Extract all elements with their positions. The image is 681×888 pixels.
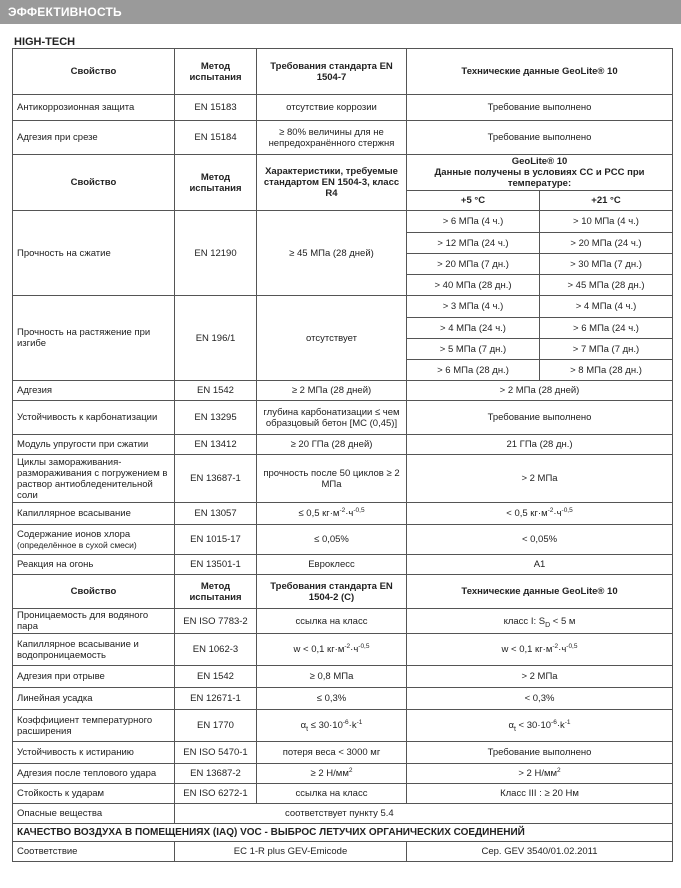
table-row: Циклы замораживания-размораживания с погружением в раствор антиобледенительной соли EN 13687-1 прочность после 50 циклов ≥ 2 МПа > 2 МПа	[13, 455, 673, 503]
header-row	[13, 49, 673, 95]
table-row: Адгезия при отрыве EN 1542 ≥ 0,8 МПа > 2 МПа	[13, 666, 673, 688]
table-row: Капиллярное всасывание и водопроницаемость EN 1062-3 w < 0,1 $кг\cdot м^{-2}\cdot ч^{-0,5}$ w < 0,1 $кг\cdot м^{-2}\cdot ч^{-0,5}$	[13, 634, 673, 666]
table-row: Прочность на сжатие EN 12190 ≥ 45 МПа (28 дней) > 6 МПа (4 ч.) > 10 МПа (4 ч.)	[13, 211, 673, 233]
table-row: Антикоррозионная защита EN 15183 отсутствие коррозии Требование выполнено	[13, 95, 673, 121]
table-row: Стойкость к ударам EN ISO 6272-1 ссылка на класс Класс III : ≥ 20 Нм	[13, 784, 673, 804]
table-row: Адгезия EN 1542 ≥ 2 МПа (28 дней) > 2 МПа (28 дней)	[13, 381, 673, 401]
table-row: Устойчивость к истиранию EN ISO 5470-1 потеря веса < 3000 мг Требование выполнено	[13, 742, 673, 764]
table-row: Устойчивость к карбонатизации EN 13295 глубина карбонатизации ≤ чем образцовый бетон [MC (0,45)] Требование выполнено	[13, 401, 673, 435]
table-row: Адгезия при срезе EN 15184 ≥ 80% величины для не непредохранённого стержня Требование выполнено	[13, 121, 673, 155]
table-row: Содержание ионов хлора (определённое в сухой смеси) EN 1015-17 ≤ 0,05% < 0,05%	[13, 525, 673, 555]
voc-row: Соответствие EC 1-R plus GEV-Emicode Сер. GEV 3540/01.02.2011	[13, 842, 673, 862]
table-row: Опасные вещества соответствует пункту 5.4	[13, 804, 673, 824]
section-title: HIGH-TECH	[14, 36, 76, 48]
header-property: Свойство	[13, 49, 175, 95]
table-row: Линейная усадка EN 12671-1 ≤ 0,3% < 0,3%	[13, 688, 673, 710]
header-row: Свойство Метод испытания Характеристики, требуемые стандартом EN 1504-3, класс R4 GeoLite® 10 Данные получены в условиях СС и PCC при температуре:	[13, 155, 673, 191]
header-temp-5: +5 °C	[407, 191, 540, 211]
table-row: Капиллярное всасывание EN 13057 ≤ 0,5 $кг\cdot м^{-2}\cdot ч^{-0,5}$ < 0,5 $кг\cdot м^{-2}\cdot ч^{-0,5}$	[13, 503, 673, 525]
header-temp-21: +21 °C	[540, 191, 673, 211]
header-requirement: Требования стандарта EN 1504-7	[257, 49, 407, 95]
voc-title-row: КАЧЕСТВО ВОЗДУХА В ПОМЕЩЕНИЯХ (IAQ) VOC - ВЫБРОС ЛЕТУЧИХ ОРГАНИЧЕСКИХ СОЕДИНЕНИЙ	[13, 824, 673, 842]
header-method: Метод испытания	[175, 49, 257, 95]
section-banner: ЭФФЕКТИВНОСТЬ	[0, 0, 681, 24]
header-techdata: Технические данные GeoLite® 10	[407, 49, 673, 95]
table-row: Реакция на огонь EN 13501-1 Евроклесс A1	[13, 555, 673, 575]
performance-table: Свойство Метод испытания Требования стандарта EN 1504-7 Технические данные GeoLite® 10 Антикоррозионная защита EN 15183 отсутствие коррозии Требование выполнено Адгезия при срезе EN 15184 ≥ 80% величины для не непредохранённого стержня Требование выполнено Свойство Метод испытания Характеристики, требуемые стандартом EN 1504-3, класс R4 GeoLite® 10 Данные получены в условиях СС и PCC при температуре: +5 °C +21 °C Прочность на сжатие EN 12190 ≥ 45 МПа (28 дней) > 6 МПа (4 ч.) > 10 МПа (4 ч.) > 12 МПа (24 ч.) > 20 МПа (24 ч.) > 20 МПа (7 дн.) > 30 МПа (7 дн.) > 40 МПа (28 дн.) > 45 МПа (28 дн.) Прочность на растяжение при изгибе EN 196/1 отсутствует > 3 МПа (4 ч.) > 4 МПа (4 ч.) > 4 МПа (24 ч.) > 6 МПа (24 ч.) > 5 МПа (7 дн.) > 7 МПа (7 дн.) > 6 МПа (28 дн.) > 8 МПа (28 дн.) Адгезия EN 1542 ≥ 2 МПа (28 дней) > 2 МПа (28 дней) Устойчивость к карбонатизации EN 13295 глубина карбонатизации ≤ чем образцовый бетон [MC (0,45)] Требование выполнено Модуль упругости при сжатии EN 13412 ≥ 20 ГПа (28 дней) 21 ГПа (28 дн.) Циклы замораживания-размораживания с погружением в раствор антиобледенительной соли EN 13687-1 прочность после 50 циклов ≥ 2 МПа > 2 МПа Капиллярное всасывание EN 13057 ≤ 0,5 $кг\cdot м^{-2}\cdot ч^{-0,5}$ < 0,5 $кг\cdot м^{-2}\cdot ч^{-0,5}$ Содержание ионов хлора (определённое в сухой смеси) EN 1015-17 ≤ 0,05% < 0,05% Реакция на огонь EN 13501-1 Евроклесс A1 Свойство Метод испытания Требования стандарта EN 1504-2 (С) Технические данные GeoLite® 10 Проницаемость для водяного пара EN ISO 7783-2 ссылка на класс класс I: $S_D < 5$ м Капиллярное всасывание и водопроницаемость EN 1062-3 w < 0,1 $кг\cdot м^{-2}\cdot ч^{-0,5}$ w < 0,1 $кг\cdot м^{-2}\cdot ч^{-0,5}$ Адгезия при отрыве EN 1542 ≥ 0,8 МПа > 2 МПа Линейная усадка EN 12671-1 ≤ 0,3% < 0,3% Коэффициент температурного расширения EN 1770 $\alpha_t \le 30\cdot 10^{-6}\cdot k^{-1}$ $\alpha_t < 30\cdot 10^{-6}\cdot k^{-1}$ Устойчивость к истиранию EN ISO 5470-1 потеря веса < 3000 мг Требование выполнено Адгезия после теплового удара EN 13687-2 ≥ 2 $Н/мм^2$ > 2 $Н/мм^2$ Стойкость к ударам EN ISO 6272-1 ссылка на класс Класс III : ≥ 20 Нм Опасные вещества соответствует пункту 5.4 КАЧЕСТВО ВОЗДУХА В ПОМЕЩЕНИЯХ (IAQ) VOC - ВЫБРОС ЛЕТУЧИХ ОРГАНИЧЕСКИХ СОЕДИНЕНИЙ Соответствие EC 1-R plus GEV-Emicode Сер. GEV 3540/01.02.2011	[12, 48, 672, 862]
table-row: Коэффициент температурного расширения EN 1770 $\alpha_t \le 30\cdot 10^{-6}\cdot k^{-1}$ $\alpha_t < 30\cdot 10^{-6}\cdot k^{-1}$	[13, 710, 673, 742]
table-row: Модуль упругости при сжатии EN 13412 ≥ 20 ГПа (28 дней) 21 ГПа (28 дн.)	[13, 435, 673, 455]
header-geolite: GeoLite® 10 Данные получены в условиях СС и PCC при температуре:	[407, 155, 673, 191]
table-row: Адгезия после теплового удара EN 13687-2 ≥ 2 $Н/мм^2$ > 2 $Н/мм^2$	[13, 764, 673, 784]
table-row: Прочность на растяжение при изгибе EN 196/1 отсутствует > 3 МПа (4 ч.) > 4 МПа (4 ч.)	[13, 296, 673, 318]
header-row: Свойство Метод испытания Требования стандарта EN 1504-2 (С) Технические данные GeoLite® 10	[13, 575, 673, 609]
table-row: Проницаемость для водяного пара EN ISO 7783-2 ссылка на класс класс I: $S_D < 5$ м	[13, 609, 673, 634]
